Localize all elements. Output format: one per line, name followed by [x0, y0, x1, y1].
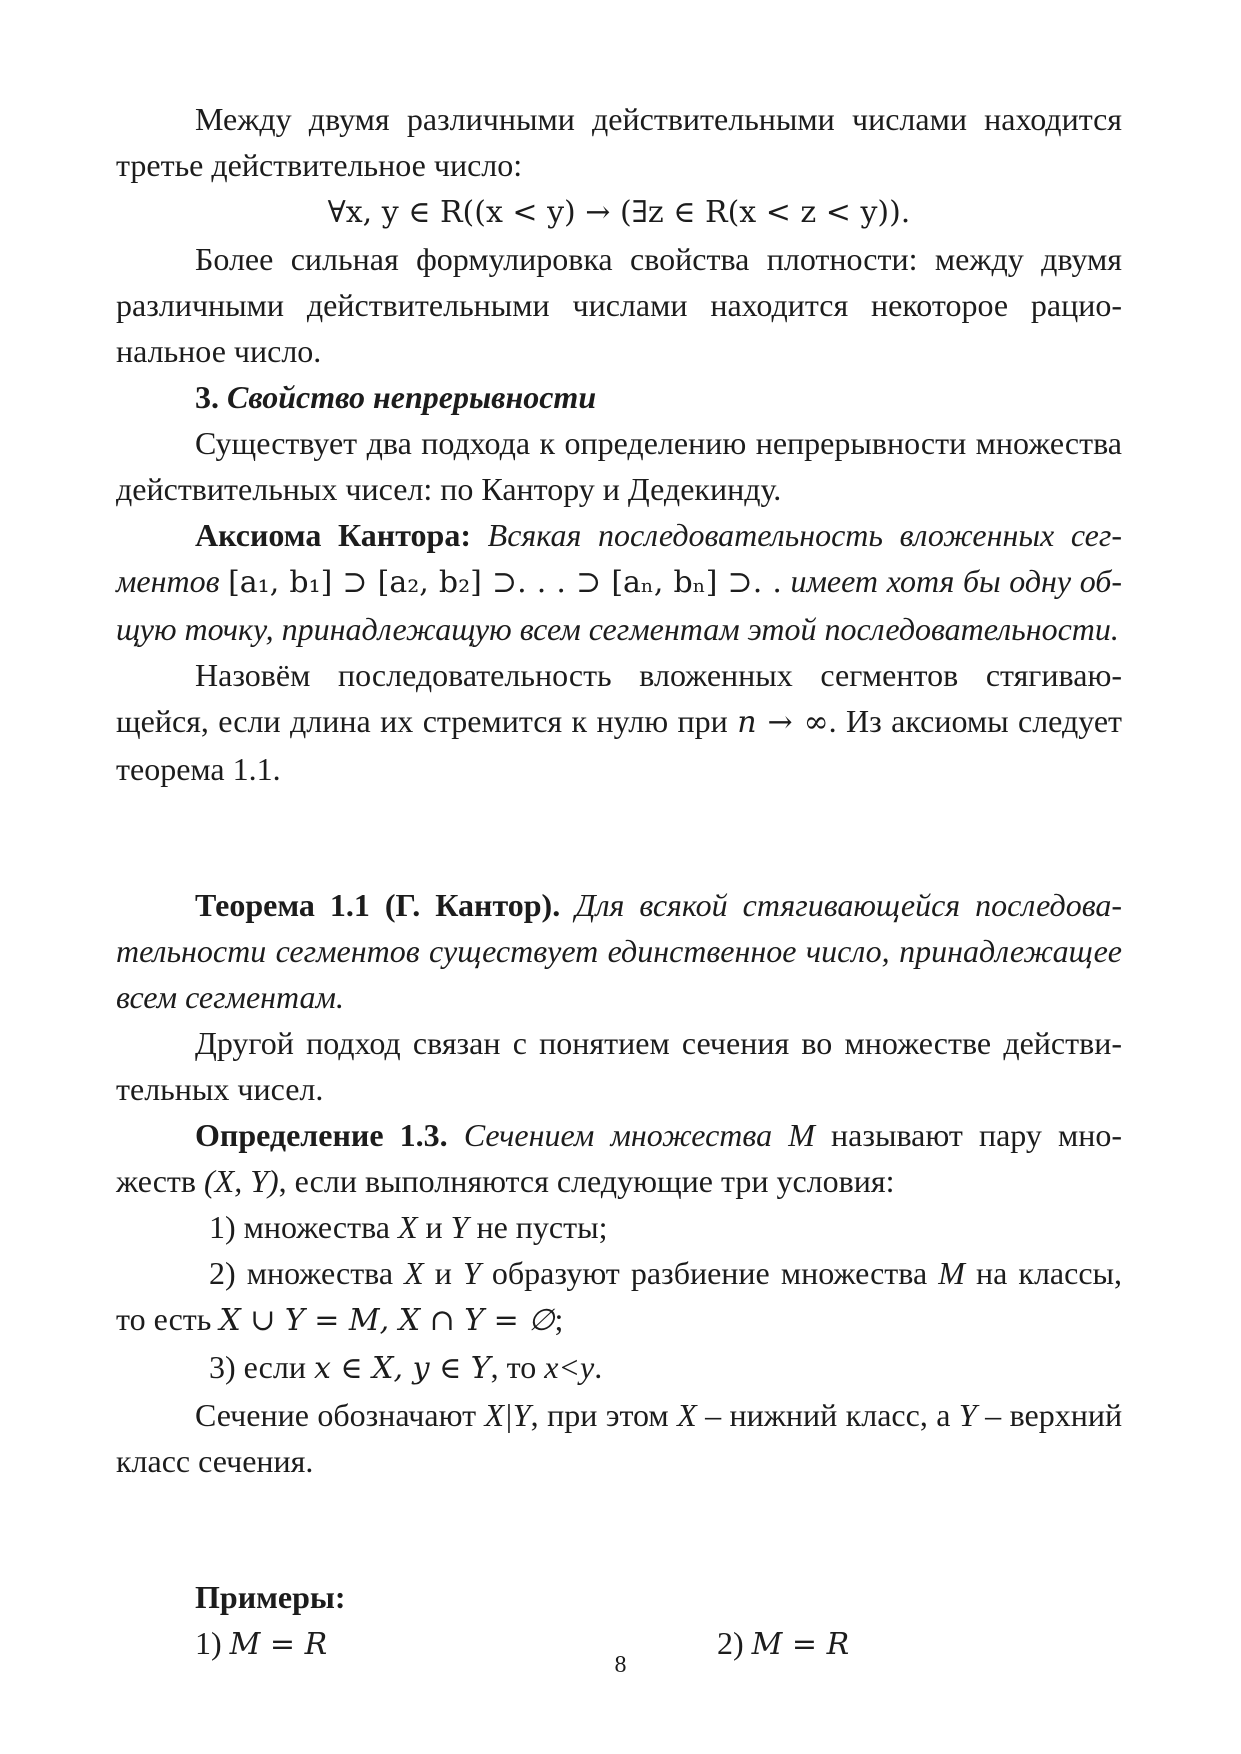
condition-1-y: Y	[450, 1209, 469, 1245]
formula-density-text: ∀x, y ∈ R((x < y) → (∃z ∈ R(x < z < y)).	[327, 195, 911, 230]
limit-formula: n → ∞	[737, 705, 829, 740]
examples-heading-text: Примеры:	[195, 1579, 346, 1615]
cut-notation-mid1: , при этом	[530, 1397, 669, 1433]
cut-notation-y: Y	[958, 1397, 977, 1433]
condition-2-prefix: 2) множества	[209, 1255, 394, 1291]
condition-1	[116, 1204, 1122, 1250]
paragraph-approaches	[116, 420, 1122, 512]
definition-text-1: называют пару множеств	[116, 1117, 1123, 1199]
theorem-label: Теорема 1.1 (Г. Кантор).	[195, 887, 561, 923]
definition-term: Сечением множества M	[463, 1117, 815, 1153]
condition-2-formula: X ∪ Y = M, X ∩ Y = ∅	[219, 1303, 555, 1338]
axiom-text-before: Всякая последовательность вложенных сегментов	[116, 517, 1123, 599]
theorem-1-1	[116, 882, 1122, 1020]
paragraph-approaches-text: Существует два подхода к определению непрерывности множества действительных чисел: по Кантору и Дедекинду.	[116, 425, 1122, 507]
cut-notation	[116, 1392, 1122, 1484]
condition-3-then: , то	[490, 1349, 537, 1385]
condition-2-and: и	[434, 1255, 452, 1291]
example-1-formula: M = R	[229, 1627, 328, 1662]
paragraph-contracting-text-1: Назовём последовательность вложенных сегментов стягивающейся, если длина их стремится к нулю при	[116, 657, 1122, 739]
paragraph-density	[116, 96, 1122, 188]
paragraph-contracting	[116, 652, 1122, 792]
section-number: 3.	[195, 379, 219, 415]
section-title: Свойство непрерывности	[227, 379, 597, 415]
definition-label: Определение 1.3.	[195, 1117, 448, 1153]
axiom-text-after: имеет хотя бы одну общую точку, принадлежащую всем сегментам этой последовательности.	[116, 563, 1123, 647]
condition-3	[116, 1344, 1122, 1392]
axiom-cantor	[116, 512, 1122, 652]
spacer	[116, 1530, 1122, 1574]
formula-density	[116, 188, 1122, 236]
paragraph-stronger	[116, 236, 1122, 374]
condition-2-x: X	[404, 1255, 424, 1291]
condition-2-mid: образуют разбиение множества	[491, 1255, 928, 1291]
condition-3-formula: x ∈ X, y ∈ Y	[313, 1351, 491, 1386]
spacer	[116, 1484, 1122, 1530]
condition-3-inequality: x<y	[544, 1349, 595, 1385]
condition-2	[116, 1250, 1122, 1344]
example-2-number: 2)	[717, 1625, 744, 1661]
cut-notation-mid2: – нижний класс, а	[705, 1397, 951, 1433]
page-number: 8	[614, 1652, 627, 1678]
condition-3-end: .	[594, 1349, 603, 1385]
axiom-label: Аксиома Кантора:	[195, 517, 471, 553]
cut-notation-x: X	[677, 1397, 697, 1433]
condition-2-suffix: на классы, то есть	[116, 1255, 1123, 1337]
axiom-segments: [a₁, b₁] ⊃ [a₂, b₂] ⊃. . . ⊃ [aₙ, bₙ] ⊃. .	[228, 565, 782, 600]
cut-notation-symbol: X|Y	[484, 1397, 531, 1433]
condition-2-end: ;	[554, 1301, 564, 1337]
paragraph-cut-approach	[116, 1020, 1122, 1112]
definition-1-3	[116, 1112, 1122, 1204]
page-body	[116, 96, 1122, 1666]
condition-2-m: M	[938, 1255, 965, 1291]
cut-notation-prefix: Сечение обозначают	[195, 1397, 477, 1433]
spacer	[116, 838, 1122, 882]
example-2-formula: M = R	[751, 1627, 850, 1662]
theorem-text: Для всякой стягивающейся последовательности сегментов существует единственное число, принадлежащее всем сегментам.	[116, 887, 1123, 1015]
cut-notation-suffix: – верхний класс сечения.	[116, 1397, 1123, 1479]
definition-text-2: , если выполняются следующие три условия:	[278, 1163, 895, 1199]
paragraph-density-text: Между двумя различными действительными числами находится третье действительное число:	[116, 101, 1122, 183]
spacer	[116, 792, 1122, 838]
condition-3-prefix: 3) если	[209, 1349, 306, 1385]
condition-1-and: и	[425, 1209, 443, 1245]
section-heading	[116, 374, 1122, 420]
definition-pair: (X, Y)	[203, 1163, 279, 1199]
paragraph-cut-approach-text: Другой подход связан с понятием сечения во множестве действительных чисел.	[116, 1025, 1122, 1107]
paragraph-contracting-text-2: . Из аксиомы следует теорема 1.1.	[116, 703, 1123, 787]
paragraph-stronger-text: Более сильная формулировка свойства плотности: между двумя различными действительными числами находится некоторое рациональное число.	[116, 241, 1122, 369]
examples-heading	[116, 1574, 1122, 1620]
condition-2-y: Y	[462, 1255, 481, 1291]
condition-1-x: X	[398, 1209, 418, 1245]
condition-1-prefix: 1) множества	[209, 1209, 390, 1245]
example-1-number: 1)	[195, 1625, 222, 1661]
condition-1-suffix: не пусты;	[476, 1209, 608, 1245]
